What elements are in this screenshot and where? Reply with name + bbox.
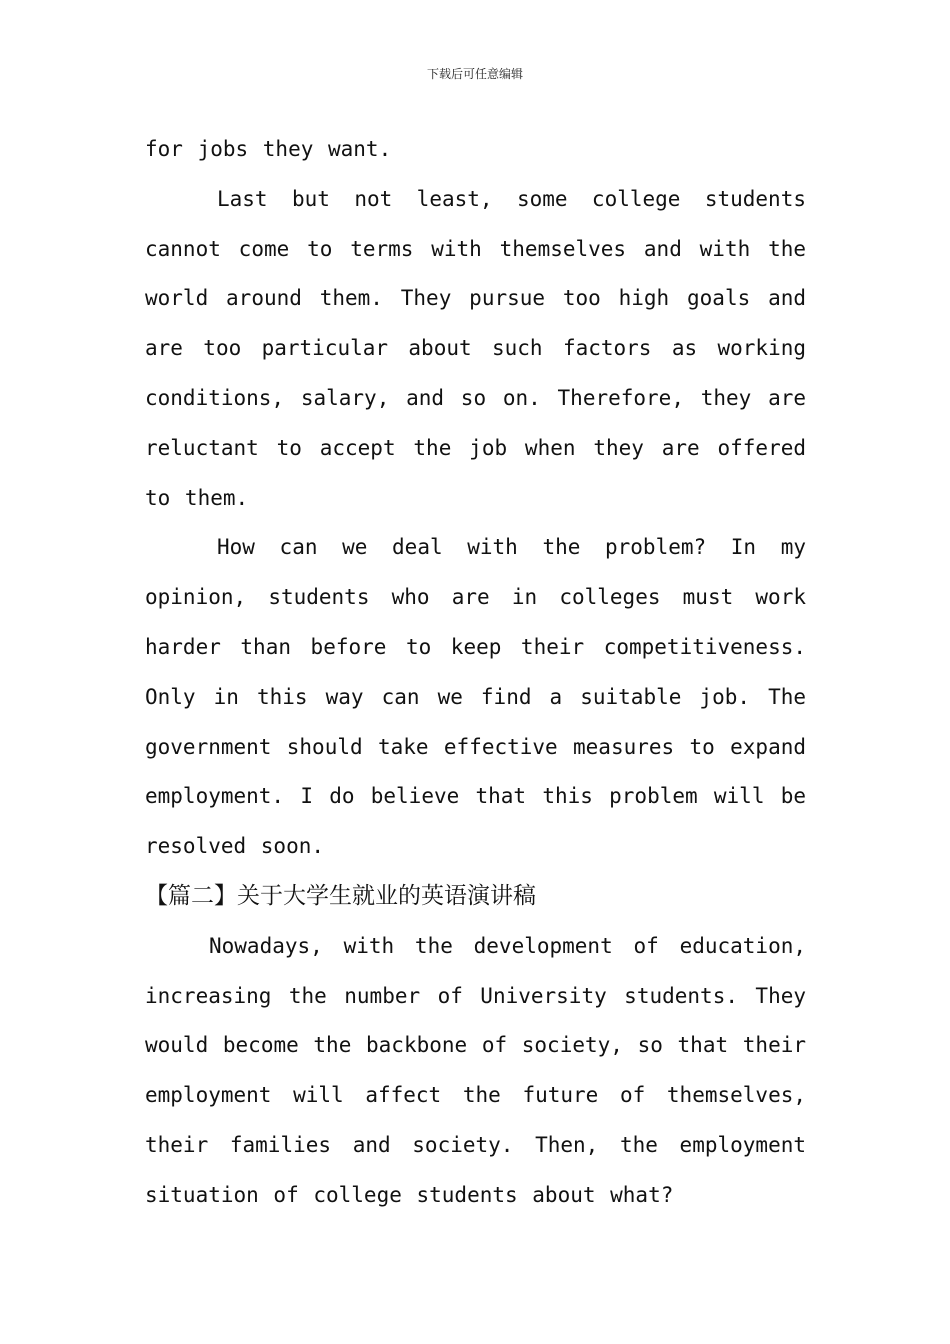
paragraph-last-but-not-least: Last but not least, some college students cannot come to terms with themselves and with the world around them. They pursue too high goals and are too particular about such factors as working conditions, salary, and so on. Therefore, they are reluctant to accept the job when they are offered to them. [145, 186, 806, 510]
page-header: 下载后可任意编辑 [426, 67, 523, 81]
paragraph-nowadays: Nowadays, with the development of education, increasing the number of University students. They would become the backbone of society, so that their employment will affect the future of themselves, their families and society. Then, the employment situation of college students about what? [145, 933, 806, 1207]
document-body [145, 125, 806, 1221]
section-heading: 【篇二】关于大学生就业的英语演讲稿 [145, 882, 536, 909]
paragraph-how-can-we: How can we deal with the problem? In my opinion, students who are in colleges must work harder than before to keep their competitiveness. Only in this way can we find a suitable job. The government should take effective measures to expand employment. I do believe that this problem will be resolved soon. [145, 535, 806, 859]
paragraph-continuation: for jobs they want. [145, 137, 392, 161]
